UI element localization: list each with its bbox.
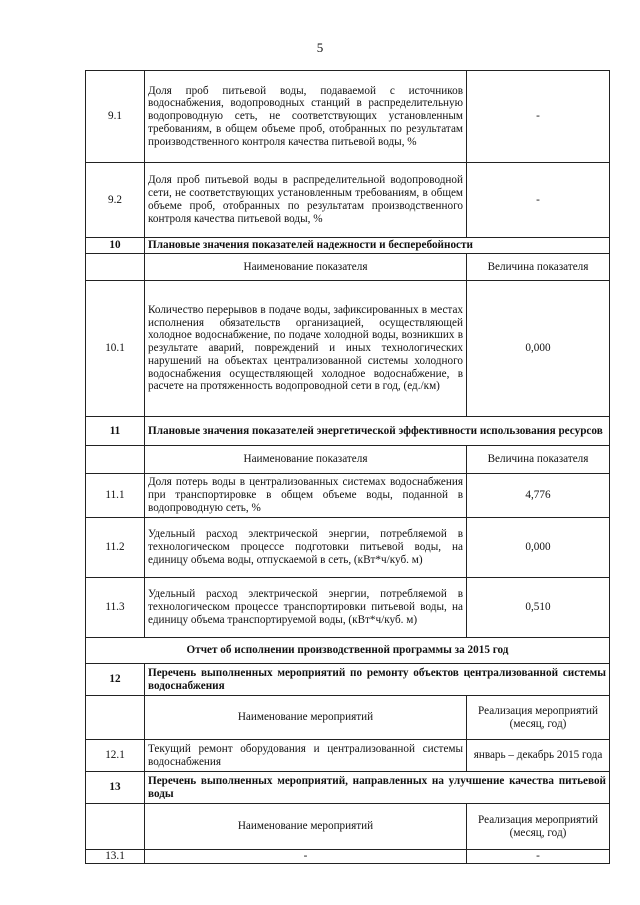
section-row [86,238,610,254]
section-number: 10 [86,238,145,254]
section-row [86,772,610,804]
column-header-value: Величина показателя [467,254,610,281]
report-title: Отчет об исполнении производственной программы за 2015 год [86,638,610,664]
row-number: 9.1 [86,71,145,163]
column-header-value: Реализация мероприятий (месяц, год) [467,804,610,850]
indicator-name: Удельный расход электрической энергии, потребляемой в технологическом процессе транспортировки питьевой воды, на единицу объема транспортируемой воды, (кВт*ч/куб. м) [145,578,467,638]
table-row [86,474,610,518]
column-header-row [86,254,610,281]
section-title: Плановые значения показателей надежности и бесперебойности [145,238,610,254]
indicator-value: 0,000 [467,518,610,578]
column-header-name: Наименование показателя [145,254,467,281]
column-header-value: Величина показателя [467,446,610,474]
indicators-table [85,70,610,864]
activity-period: январь – декабрь 2015 года [467,740,610,772]
section-row [86,417,610,446]
row-number: 11.2 [86,518,145,578]
indicator-name: Количество перерывов в подаче воды, зафиксированных в местах исполнения обязательств организацией, осуществляющей холодное водоснабжение, по подаче холодной воды, возникших в результате аварий, повреждений и иных технологических нарушений на объектах централизованной системы холодного водоснабжения осуществляющей холодное водоснабжение, в расчете на протяженность водопроводной сети в год, (ед./км) [145,281,467,417]
indicator-value: - [467,71,610,163]
activity-name: Текущий ремонт оборудования и централизованной системы водоснабжения [145,740,467,772]
indicator-name: Доля проб питьевой воды в распределительной водопроводной сети, не соответствующих установленным требованиям, в общем объеме проб, отобранных по результатам производственного контроля качества питьевой воды, % [145,163,467,238]
table-row [86,518,610,578]
empty-cell [86,254,145,281]
page-number: 5 [316,40,324,55]
indicator-name: Доля проб питьевой воды, подаваемой с источников водоснабжения, водопроводных станций в распределительную водопроводную сеть, не соответствующих установленным требованиям, в общем объеме проб, отобранных по результатам производственного контроля качества питьевой воды, % [145,71,467,163]
table-row [86,578,610,638]
table-row [86,163,610,238]
indicator-value: 0,510 [467,578,610,638]
column-header-value: Реализация мероприятий (месяц, год) [467,696,610,740]
column-header-row [86,446,610,474]
activity-period: - [467,850,610,864]
row-number: 10.1 [86,281,145,417]
empty-cell [86,696,145,740]
indicator-name: Доля потерь воды в централизованных системах водоснабжения при транспортировке в общем объеме воды, поданной в водопроводную сеть, % [145,474,467,518]
table-row [86,281,610,417]
indicator-name: Удельный расход электрической энергии, потребляемой в технологическом процессе подготовки питьевой воды, на единицу объема воды, отпускаемой в сеть, (кВт*ч/куб. м) [145,518,467,578]
row-number: 13.1 [86,850,145,864]
section-title: Перечень выполненных мероприятий по ремонту объектов централизованной системы водоснабжения [145,664,610,696]
table-row [86,850,610,864]
column-header-name: Наименование показателя [145,446,467,474]
table-row [86,71,610,163]
row-number: 9.2 [86,163,145,238]
empty-cell [86,804,145,850]
table-row [86,740,610,772]
row-number: 11.3 [86,578,145,638]
section-title: Плановые значения показателей энергетической эффективности использования ресурсов [145,417,610,446]
empty-cell [86,446,145,474]
section-title: Перечень выполненных мероприятий, направленных на улучшение качества питьевой воды [145,772,610,804]
section-number: 12 [86,664,145,696]
section-row [86,664,610,696]
indicator-value: 0,000 [467,281,610,417]
column-header-row [86,696,610,740]
indicator-value: - [467,163,610,238]
column-header-name: Наименование мероприятий [145,696,467,740]
activity-name: - [145,850,467,864]
column-header-name: Наименование мероприятий [145,804,467,850]
section-number: 11 [86,417,145,446]
report-title-row [86,638,610,664]
indicator-value: 4,776 [467,474,610,518]
column-header-row [86,804,610,850]
row-number: 11.1 [86,474,145,518]
section-number: 13 [86,772,145,804]
row-number: 12.1 [86,740,145,772]
